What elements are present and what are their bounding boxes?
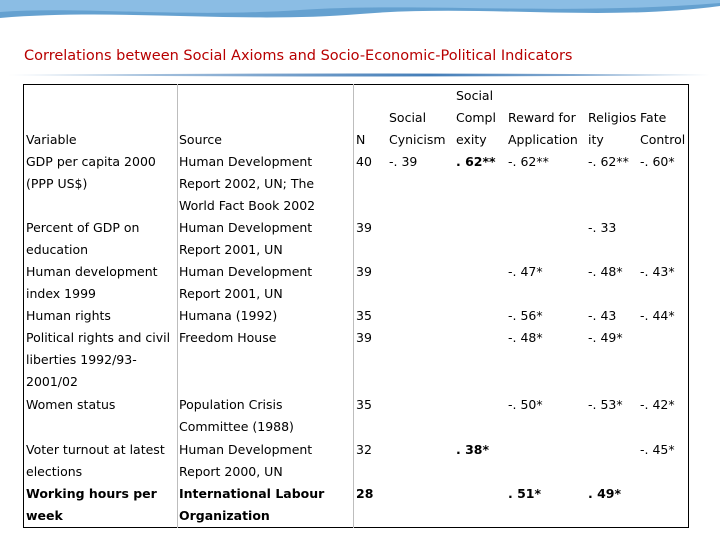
row-n: 39	[356, 330, 372, 345]
row-fate: -. 60*	[640, 154, 675, 169]
row-reward: -. 47*	[508, 264, 543, 279]
row-reward: . 51*	[508, 486, 542, 501]
row-religiosity: -. 33	[588, 220, 617, 235]
header-religiosity: Religios ity	[588, 110, 637, 147]
row-n: 35	[356, 397, 372, 412]
page-title: Correlations between Social Axioms and Socio-Economic-Political Indicators	[24, 48, 573, 64]
row-cynicism: -. 39	[389, 154, 418, 169]
row-religiosity: -. 62**	[588, 154, 629, 169]
row-religiosity: . 49*	[588, 486, 622, 501]
row-religiosity: -. 43	[588, 308, 617, 323]
row-variable: Percent of GDP on education	[26, 220, 140, 257]
row-variable: Political rights and civil liberties 1992/93- 2001/02	[26, 330, 171, 389]
header-wave-decoration	[0, 0, 720, 26]
row-n: 35	[356, 308, 372, 323]
row-source: Human Development Report 2001, UN	[179, 220, 313, 257]
row-source: Human Development Report 2002, UN; The World Fact Book 2002	[179, 154, 316, 213]
column-divider	[353, 84, 354, 528]
row-n: 39	[356, 264, 372, 279]
row-n: 39	[356, 220, 372, 235]
row-source: Human Development Report 2001, UN	[179, 264, 313, 301]
row-religiosity: -. 53*	[588, 397, 623, 412]
header-source: Source	[179, 132, 222, 147]
row-religiosity: -. 49*	[588, 330, 623, 345]
header-fate-control: Fate Control	[640, 110, 686, 147]
row-reward: -. 56*	[508, 308, 543, 323]
row-complexity: . 38*	[456, 442, 490, 457]
row-source: Human Development Report 2000, UN	[179, 442, 313, 479]
header-variable: Variable	[26, 132, 77, 147]
row-n: 28	[356, 486, 374, 501]
row-reward: -. 62**	[508, 154, 549, 169]
row-reward: -. 50*	[508, 397, 543, 412]
row-fate: -. 45*	[640, 442, 675, 457]
row-n: 32	[356, 442, 372, 457]
row-n: 40	[356, 154, 372, 169]
header-reward-for-application: Reward for Application	[508, 110, 578, 147]
row-variable: Women status	[26, 397, 116, 412]
row-source: Humana (1992)	[179, 308, 278, 323]
column-divider	[177, 84, 178, 528]
row-variable: Human development index 1999	[26, 264, 158, 301]
row-source: Freedom House	[179, 330, 277, 345]
row-fate: -. 44*	[640, 308, 675, 323]
title-divider	[8, 71, 710, 79]
row-complexity: . 62**	[456, 154, 496, 169]
header-social-complexity: Social Compl exity	[456, 88, 496, 147]
row-religiosity: -. 48*	[588, 264, 623, 279]
row-variable: Voter turnout at latest elections	[26, 442, 165, 479]
row-source: International Labour Organization	[179, 486, 325, 523]
row-variable: Human rights	[26, 308, 111, 323]
row-reward: -. 48*	[508, 330, 543, 345]
header-n: N	[356, 132, 366, 147]
row-fate: -. 43*	[640, 264, 675, 279]
row-variable: Working hours per week	[26, 486, 157, 523]
row-fate: -. 42*	[640, 397, 675, 412]
header-social-cynicism: Social Cynicism	[389, 110, 446, 147]
row-source: Population Crisis Committee (1988)	[179, 397, 294, 434]
row-variable: GDP per capita 2000 (PPP US$)	[26, 154, 156, 191]
